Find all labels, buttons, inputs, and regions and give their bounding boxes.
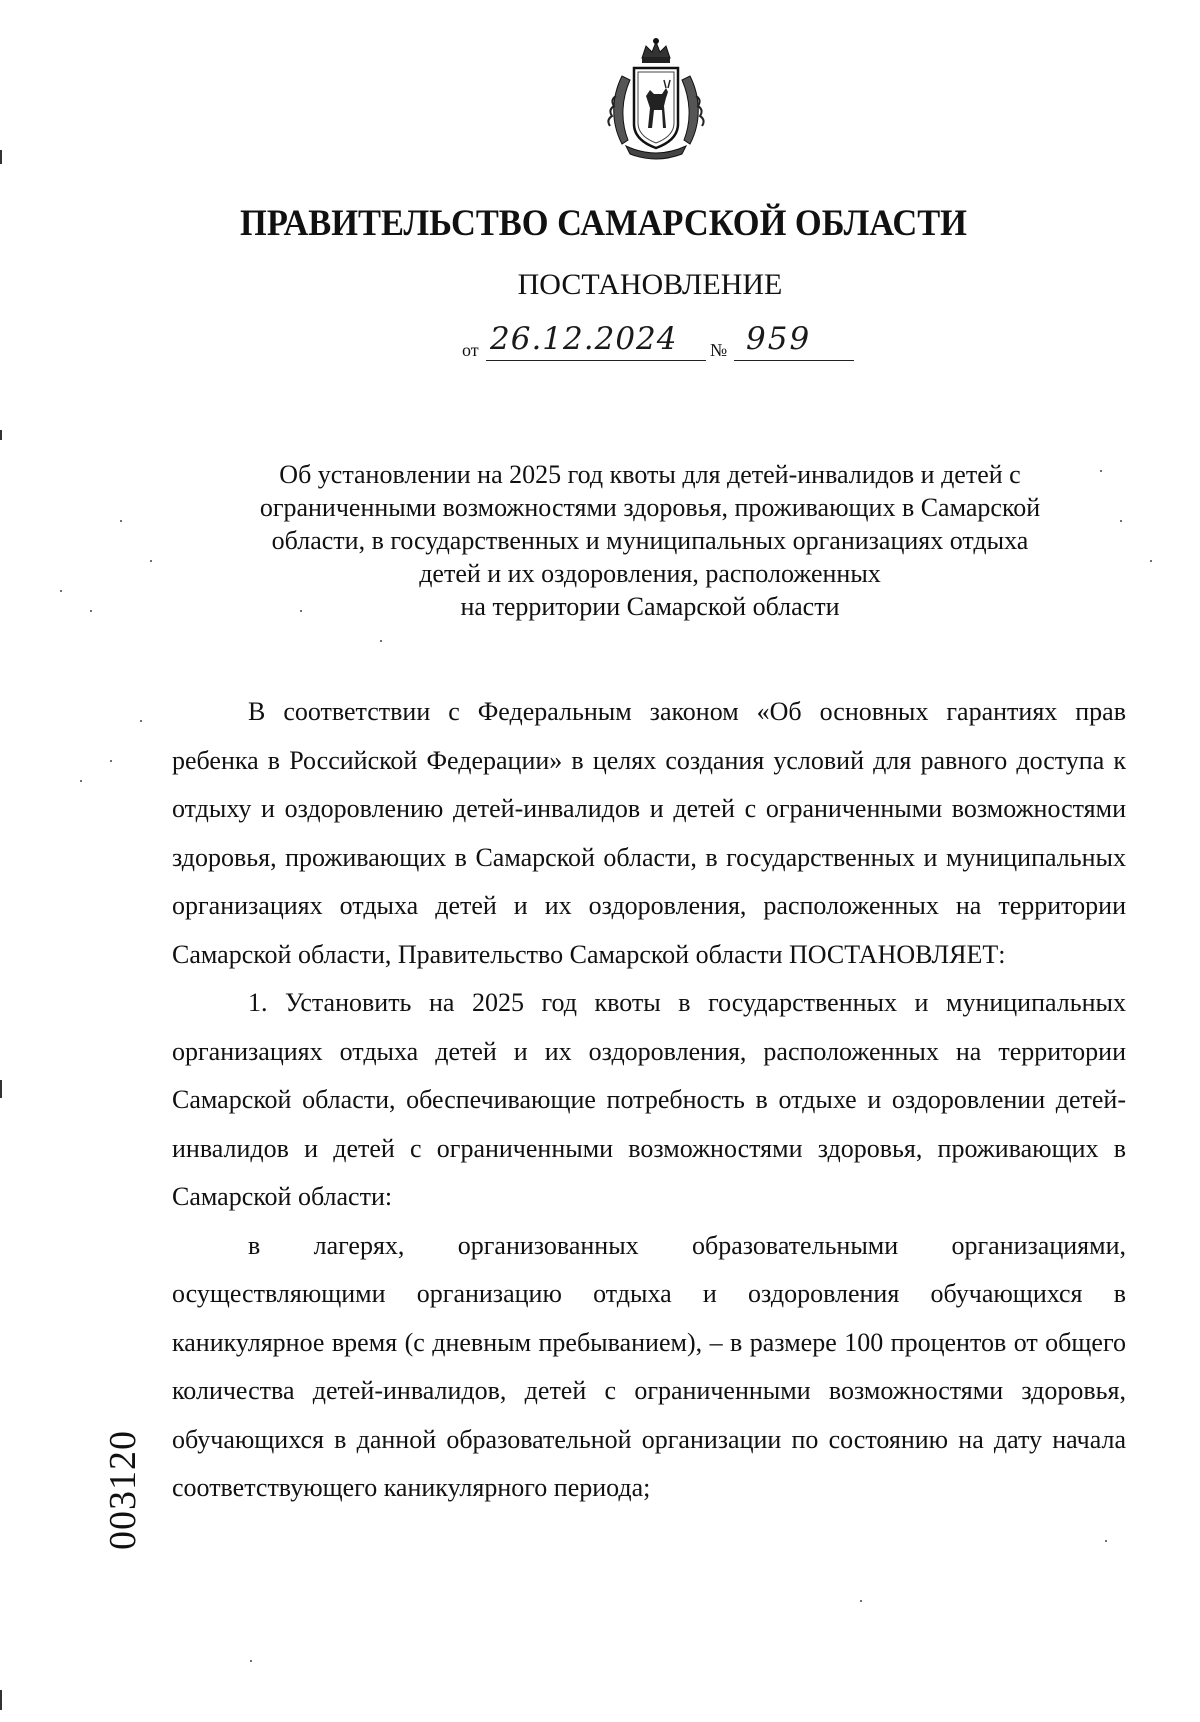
date-underline (486, 360, 706, 361)
scan-speck (250, 1660, 252, 1662)
margin-code-text: 003120 (102, 1430, 144, 1550)
samara-coat-of-arms-icon (592, 36, 720, 160)
scan-speck (860, 1600, 862, 1602)
scan-speck (380, 640, 382, 642)
body-paragraph-preamble: В соответствии с Федеральным законом «Об основных гарантиях прав ребенка в Российской Федерации» в целях создания условий для равного доступа к отдыху и оздоровлению детей-инвалидов и детей с ограниченными возможностями здоровья, проживающих в Самарской области, в государственных и муниципальных организациях отдыха детей и их оздоровления, расположенных на территории Самарской области, Правительство Самарской области ПОСТАНОВЛЯЕТ: (172, 697, 1126, 969)
scan-edge-mark (0, 1080, 2, 1098)
scan-speck (120, 520, 122, 522)
scan-speck (1120, 520, 1122, 522)
number-prefix: № (710, 340, 728, 360)
scan-speck (1105, 1540, 1107, 1542)
scan-speck (1100, 470, 1102, 472)
date-prefix: от (462, 340, 479, 360)
date-number-line (462, 321, 862, 365)
handwritten-date: 26.12.2024 (490, 321, 678, 357)
document-body (172, 688, 1126, 1513)
scan-edge-mark (0, 1690, 2, 1710)
handwritten-number: 959 (746, 321, 812, 357)
scan-edge-mark (0, 430, 2, 440)
subject-line: ограниченными возможностями здоровья, проживающих в Самарской (259, 493, 1041, 522)
scan-speck (150, 560, 152, 562)
subject-line: детей и их оздоровления, расположенных (419, 559, 881, 588)
government-title: ПРАВИТЕЛЬСТВО САМАРСКОЙ ОБЛАСТИ (240, 203, 967, 244)
scan-speck (80, 780, 82, 782)
body-paragraph-item-1: 1. Установить на 2025 год квоты в государственных и муниципальных организациях отдыха детей и их оздоровления, расположенных на территории Самарской области, обеспечивающие потребность в отдыхе и оздоровлении детей-инвалидов и детей с ограниченными возможностями здоровья, проживающих в Самарской области: (172, 988, 1126, 1211)
subject-line: области, в государственных и муниципальных организациях отдыха (271, 526, 1029, 555)
scan-speck (60, 590, 62, 592)
scan-speck (110, 760, 112, 762)
scan-speck (140, 720, 142, 722)
body-paragraph-camps: в лагерях, организованных образовательными организациями, осуществляющими организацию отдыха и оздоровления обучающихся в каникулярное время (с дневным пребыванием), – в размере 100 процентов от общего количества детей-инвалидов, детей с ограниченными возможностями здоровья, обучающихся в данной образовательной организации по состоянию на дату начала соответствующего каникулярного периода; (172, 1230, 1126, 1502)
subject-line: Об установлении на 2025 год квоты для детей-инвалидов и детей с (279, 460, 1021, 489)
scan-speck (300, 610, 302, 612)
margin-registration-code (103, 1430, 143, 1550)
subject-line: на территории Самарской области (460, 592, 840, 621)
scan-speck (90, 610, 92, 612)
scan-speck (1150, 560, 1152, 562)
document-type-heading: ПОСТАНОВЛЕНИЕ (517, 268, 783, 301)
scan-edge-mark (0, 150, 2, 164)
document-subject (200, 458, 1100, 623)
number-underline (734, 360, 854, 361)
